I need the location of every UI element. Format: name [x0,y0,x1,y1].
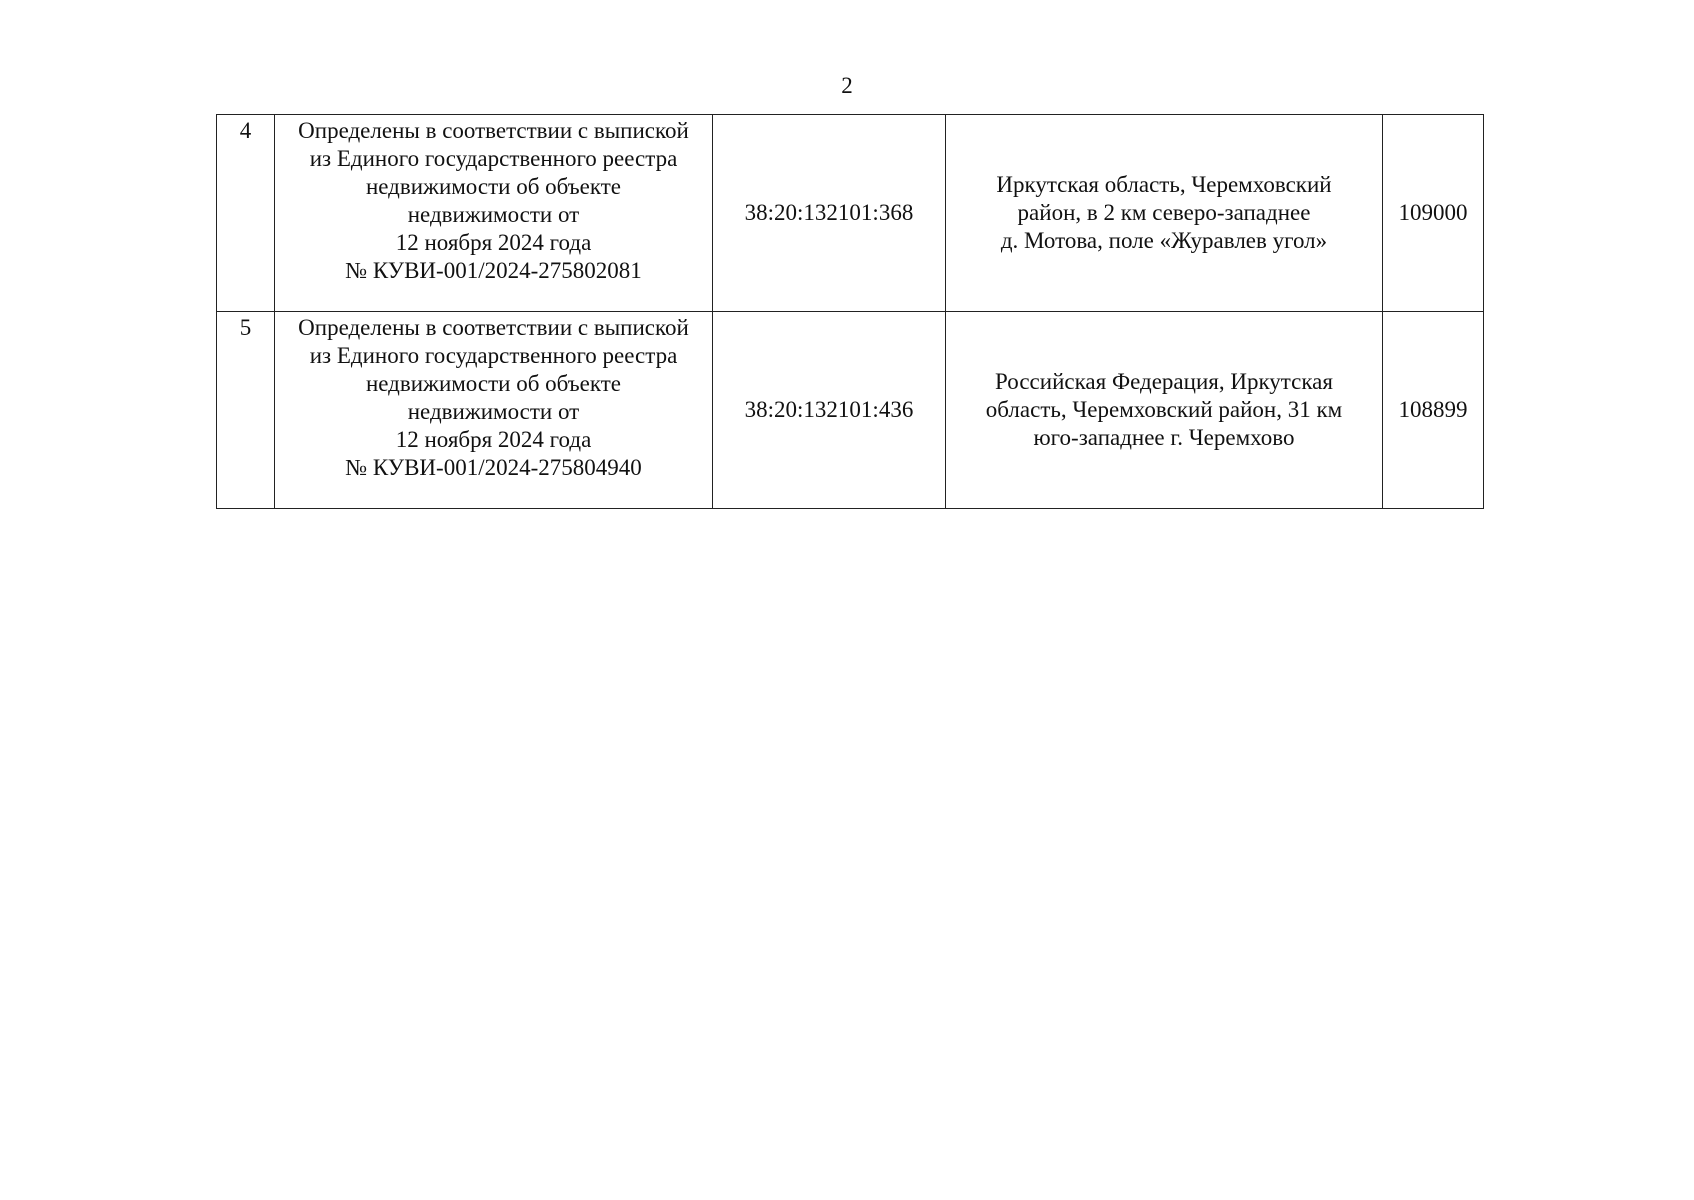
basis-cell [275,115,713,312]
basis-line: Определены в соответствии с выпиской [298,118,689,143]
page-number: 2 [841,73,853,98]
basis-line: Определены в соответствии с выпиской [298,315,689,340]
land-plots-table [216,114,1484,509]
basis-line: № КУВИ-001/2024-275804940 [345,455,642,480]
address-line: район, в 2 км северо-западнее [1017,200,1311,225]
basis-line: 12 ноября 2024 года [395,230,592,255]
address-line: д. Мотова, поле «Журавлев угол» [1000,228,1328,253]
area-cell: 109000 [1383,115,1484,312]
cadastral-number-cell: 38:20:132101:368 [713,115,946,312]
row-number-cell: 4 [217,115,275,312]
address-line: юго-западнее г. Черемхово [1033,425,1295,450]
address-line: Иркутская область, Черемховский [996,172,1332,197]
basis-line: недвижимости об объекте [365,371,622,396]
address-line: Российская Федерация, Иркутская [995,369,1333,394]
table-row [217,312,1484,509]
basis-line: недвижимости от [407,399,580,424]
basis-line: № КУВИ-001/2024-275802081 [345,258,642,283]
address-line: область, Черемховский район, 31 км [985,397,1343,422]
area-cell: 108899 [1383,312,1484,509]
basis-line: 12 ноября 2024 года [395,427,592,452]
basis-line: из Единого государственного реестра [309,146,678,171]
basis-line: недвижимости от [407,202,580,227]
address-cell [946,312,1383,509]
address-cell [946,115,1383,312]
basis-line: недвижимости об объекте [365,174,622,199]
cadastral-number-cell: 38:20:132101:436 [713,312,946,509]
basis-cell [275,312,713,509]
table-row [217,115,1484,312]
basis-line: из Единого государственного реестра [309,343,678,368]
row-number-cell: 5 [217,312,275,509]
